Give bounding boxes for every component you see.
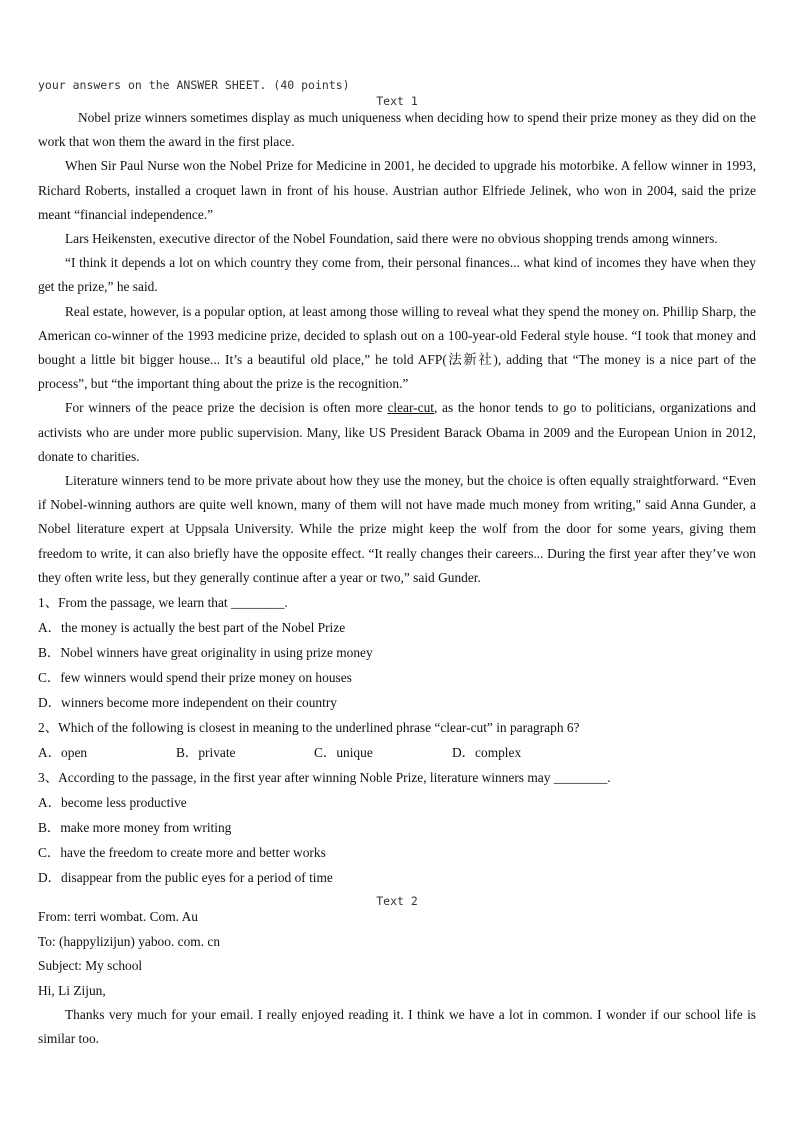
- paragraph-5: Real estate, however, is a popular option, at least among those willing to reveal what they spend the money on. Phillip Sharp, the American co-winner of the 1993 medicine prize, decided to splash out on a 100-year-old Federal style house. “I took that money and bought a little bit bigger house... It’s a beautiful old place,” he told AFP(法新社), adding that “The money is a nice part of the process”, but “the important thing about the prize is the recognition.”: [38, 303, 756, 392]
- question-2-stem: 2、Which of the following is closest in meaning to the underlined phrase “clear-cut” in paragraph 6?: [38, 720, 580, 735]
- question-1-option-d[interactable]: D．winners become more independent on their country: [38, 695, 337, 710]
- paragraph-3: Lars Heikensten, executive director of the Nobel Foundation, said there were no obvious shopping trends among winners.: [65, 231, 718, 247]
- question-1-stem: 1、From the passage, we learn that ________.: [38, 595, 288, 610]
- question-3-option-d[interactable]: D．disappear from the public eyes for a period of time: [38, 870, 333, 885]
- question-3-option-a[interactable]: A．become less productive: [38, 795, 187, 810]
- question-2-option-d[interactable]: D．complex: [452, 745, 522, 760]
- paragraph-1: Nobel prize winners sometimes display as much uniqueness when deciding how to spend their prize money as they did on the work that won them the award in the first place.: [38, 110, 756, 150]
- text1-passage: [38, 106, 756, 590]
- question-3-option-c[interactable]: C．have the freedom to create more and better works: [38, 845, 326, 860]
- text2-heading: Text 2: [376, 894, 418, 908]
- email-paragraph-1: Thanks very much for your email. I really enjoyed reading it. I think we have a lot in common. I wonder if our school life is similar too.: [38, 1007, 756, 1047]
- paragraph-4: “I think it depends a lot on which country they come from, their personal finances... what kind of incomes they have when they get the prize,” he said.: [38, 255, 756, 295]
- question-2-option-c[interactable]: C．unique: [314, 745, 373, 760]
- paragraph-2: When Sir Paul Nurse won the Nobel Prize for Medicine in 2001, he decided to upgrade his motorbike. A fellow winner in 1993, Richard Roberts, installed a croquet lawn in front of his house. Austrian author Elfriede Jelinek, who won in 2004, said the prize meant “financial independence.”: [38, 158, 756, 222]
- email-from: From: terri wombat. Com. Au: [38, 909, 198, 924]
- question-1-option-b[interactable]: B．Nobel winners have great originality in using prize money: [38, 645, 373, 660]
- paragraph-6-start: For winners of the peace prize the decision is often more: [65, 400, 388, 416]
- question-1-option-c[interactable]: C．few winners would spend their prize money on houses: [38, 670, 352, 685]
- question-2-option-b[interactable]: B．private: [176, 745, 236, 760]
- email-greeting: Hi, Li Zijun,: [38, 982, 106, 998]
- questions: [38, 590, 756, 890]
- email-to: To: (happylizijun) yaboo. com. cn: [38, 933, 221, 949]
- underlined-phrase: clear-cut: [387, 400, 434, 416]
- paragraph-6-end: , as the honor tends to go to politicians, organizations and activists who are under more public supervision. Many, like US President Barack Obama in 2009 and the European Union in 2012, donate to charities.: [38, 400, 756, 464]
- question-1-option-a[interactable]: A．the money is actually the best part of the Nobel Prize: [38, 620, 346, 635]
- text1-heading: Text 1: [376, 94, 418, 108]
- paragraph-7: Literature winners tend to be more private about how they use the money, but the choice is often equally straightforward. “Even if Nobel-winning authors are quite well known, many of them will not have made much money from writing," said Anna Gunder, a Nobel literature expert at Uppsala University. While the prize might keep the wolf from the door for some years, giving them freedom to write, it can also briefly have the opposite effect. “It really changes their careers... During the first year after they’ve won they often write less, but they generally continue after a year or two,” said Gunder.: [38, 473, 756, 585]
- question-3-stem: 3、According to the passage, in the first year after winning Noble Prize, literature winners may ________.: [38, 770, 611, 785]
- question-2-option-a[interactable]: A．open: [38, 745, 88, 760]
- question-2-options: [38, 740, 756, 765]
- paragraph-6: [38, 396, 756, 469]
- question-3-option-b[interactable]: B．make more money from writing: [38, 820, 232, 835]
- email-subject: Subject: My school: [38, 958, 143, 973]
- text2-email: [38, 905, 756, 1051]
- instructions: your answers on the ANSWER SHEET. (40 points): [38, 78, 350, 92]
